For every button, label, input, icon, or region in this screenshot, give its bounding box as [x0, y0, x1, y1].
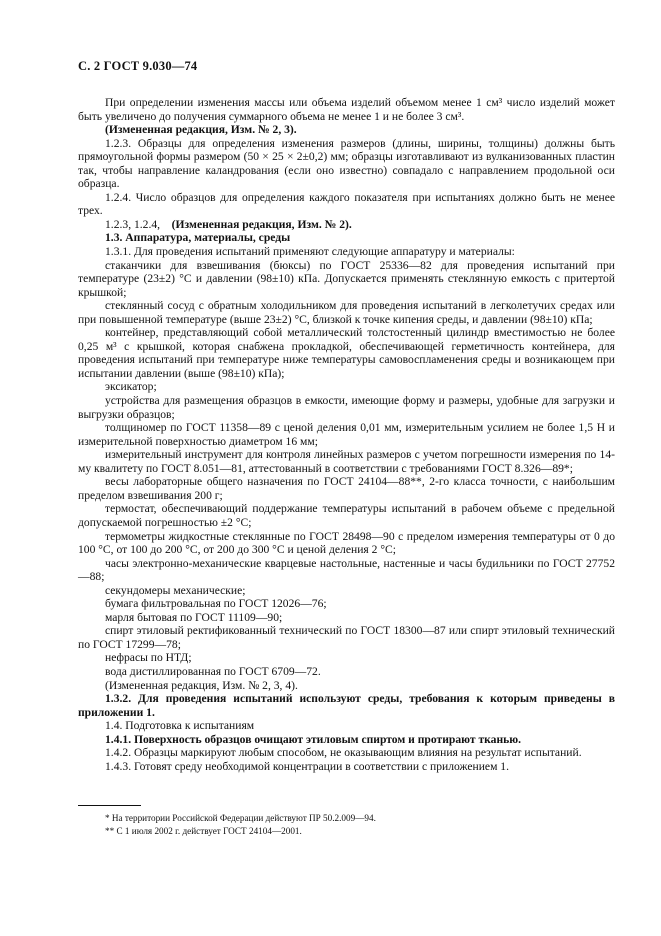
footnote-2: ** С 1 июля 2002 г. действует ГОСТ 24104—2001. [105, 826, 302, 836]
list-item: эксикатор; [105, 380, 157, 394]
list-item: измерительный инструмент для контроля линейных размеров с учетом погрешности измерения по 14-му квалитету по ГОСТ 8.051—81, аттестованный в соответствии с требованиями ГОСТ 8.326—89*; [78, 448, 615, 475]
clause-1-2-3: 1.2.3. Образцы для определения изменения размеров (длины, ширины, толщины) должны быть прямоугольной формы размером (50 × 25 × 2±0,2) мм; образцы изготавливают из вулканизованных пластин так, чтобы направление каландрования (если оно известно) совпадало с направлением продольной оси образца. [78, 136, 615, 191]
clause-1-3-2: 1.4. Подготовка к испытаниям [105, 719, 255, 733]
clause-1-4-1: 1.4.2. Образцы маркируют любым способом, не оказывающим влияния на результат испытаний. [105, 746, 582, 760]
revision-note: (Измененная редакция, Изм. № 2). [171, 217, 352, 231]
list-item: устройства для размещения образцов в емкости, имеющие форму и размеры, удобные для загрузки и выгрузки образцов; [78, 394, 615, 421]
list-item: часы электронно-механические кварцевые настольные, настенные и часы будильники по ГОСТ 27752—88; [78, 556, 615, 584]
list-item: весы лабораторные общего назначения по ГОСТ 24104—88**, 2-го класса точности, с наибольшим пределом взвешивания 200 г; [78, 475, 615, 502]
clause-1-2-4: 1.2.4. Число образцов для определения каждого показателя при испытаниях должно быть не менее трех. [78, 190, 615, 218]
list-item: бумага фильтровальная по ГОСТ 12026—76; [105, 597, 327, 611]
list-item: стеклянный сосуд с обратным холодильником для проведения испытаний в легколетучих средах или при повышенной температуре (выше 23±2) °С, близкой к точке кипения среды, и давлении (98±10) кПа; [78, 299, 615, 326]
list-item: секундомеры механические; [105, 583, 246, 597]
document-body [78, 96, 615, 773]
page-header: С. 2 ГОСТ 9.030—74 [78, 59, 198, 73]
section-heading-1-3: 1.3. Аппаратура, материалы, среды [105, 231, 291, 245]
paragraph-mass-volume: При определении изменения массы или объема изделий объемом менее 1 см³ число изделий может быть увеличено до получения суммарного объема не менее 1 и не более 3 см³. [78, 96, 615, 123]
footnote-divider [78, 805, 141, 806]
clause-1-3-1: 1.3.1. Для проведения испытаний применяют следующие аппаратуру и материалы: [105, 245, 515, 259]
list-item: термостат, обеспечивающий поддержание температуры испытаний в рабочем объеме с предельной допускаемой погрешностью ±2 °С; [78, 502, 615, 529]
list-item: вода дистиллированная по ГОСТ 6709—72. [105, 664, 321, 678]
list-item: спирт этиловый ректификованный технический по ГОСТ 18300—87 или спирт этиловый технический по ГОСТ 17299—78; [78, 624, 615, 651]
list-item: марля бытовая по ГОСТ 11109—90; [105, 610, 283, 624]
clause-ref-revision [78, 218, 615, 232]
footnote-1: * На территории Российской Федерации действуют ПР 50.2.009—94. [105, 813, 376, 823]
list-item: термометры жидкостные стеклянные по ГОСТ 28498—90 с пределом измерения температуры от 0 до 100 °С, от 100 до 200 °С, от 200 до 300 °С и ценой деления 2 °С; [78, 529, 615, 557]
list-item: нефрасы по НТД; [105, 651, 192, 665]
revision-note: 1.3.2. Для проведения испытаний используют среды, требования к которым приведены в приложении 1. [78, 692, 615, 719]
list-item: стаканчики для взвешивания (бюксы) по ГОСТ 25336—82 для проведения испытаний при температуре (23±2) °С и давлении (98±10) кПа. Допускается применять стеклянную емкость с притертой крышкой; [78, 258, 615, 299]
clause-ref: 1.2.3, 1.2.4, [105, 217, 161, 231]
list-item: толщиномер по ГОСТ 11358—89 с ценой деления 0,01 мм, измерительным усилием не более 1,5 Н и измерительной поверхностью диаметром 16 мм; [78, 421, 615, 448]
clause-1-4-2: 1.4.3. Готовят среду необходимой концентрации в соответствии с приложением 1. [105, 759, 510, 773]
section-heading-1-4: 1.4.1. Поверхность образцов очищают этиловым спиртом и протирают тканью. [105, 732, 522, 746]
list-item: контейнер, представляющий собой металлический толстостенный цилиндр вместимостью не более 0,25 м³ с крышкой, которая снабжена прокладкой, обеспечивающей герметичность контейнера, для проведения испытаний при температуре ниже температуры самовоспламенения среды и возникающем при испытании давлении (выше (98±10) кПа); [78, 326, 615, 380]
revision-note: (Измененная редакция, Изм. № 2, 3). [105, 123, 297, 137]
list-item: (Измененная редакция, Изм. № 2, 3, 4). [105, 678, 298, 692]
